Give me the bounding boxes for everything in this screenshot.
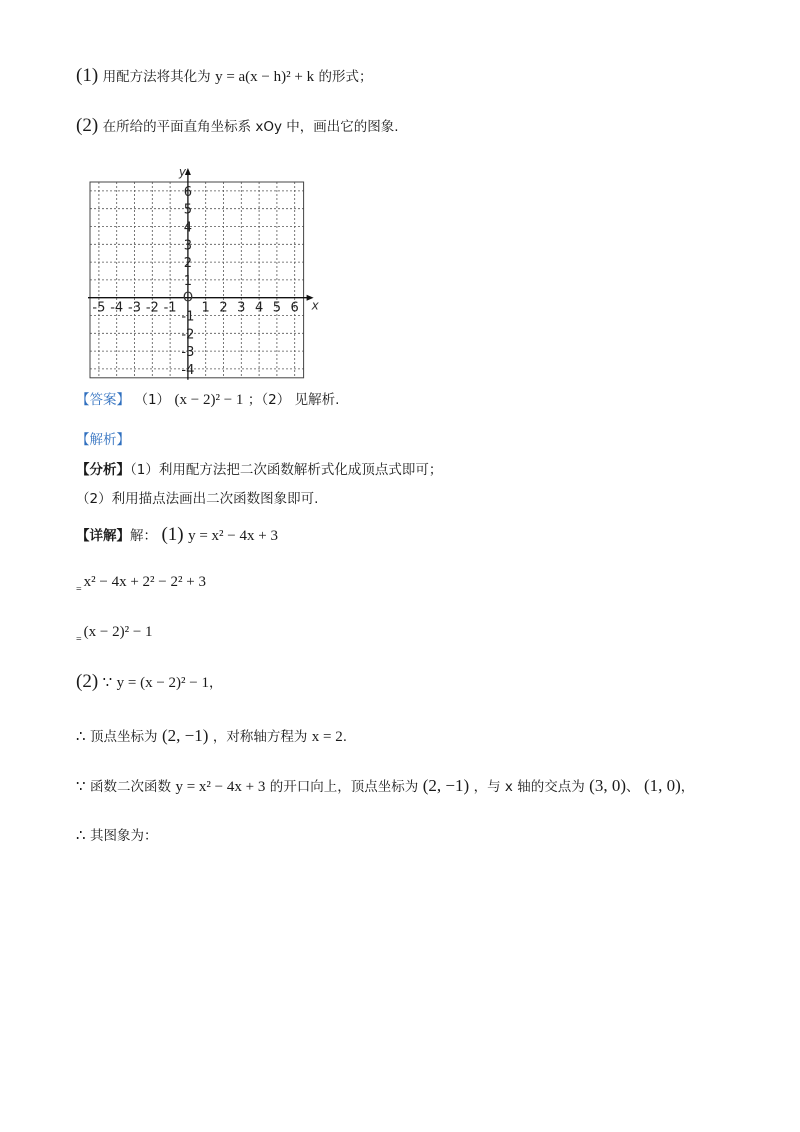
detail-step2-equation: x² − 4x + 2² − 2² + 3 xyxy=(83,574,206,590)
y-tick-label: 2 xyxy=(183,256,193,272)
part1-formula: y = a(x − h)² + k xyxy=(215,69,315,85)
detail-step2 xyxy=(76,572,206,600)
fenxi-line-2 xyxy=(76,489,318,509)
therefore-symbol: ∴ xyxy=(76,729,86,745)
function-line-comma: ， xyxy=(680,779,695,795)
detail-step1-number: (1) xyxy=(161,524,184,545)
analysis-label-line xyxy=(76,430,130,450)
x-tick-label: 4 xyxy=(254,300,264,316)
detail-step3 xyxy=(76,622,153,650)
grid-lines xyxy=(90,182,304,378)
y-tick-label: 4 xyxy=(183,220,193,236)
x-tick-label: 3 xyxy=(237,300,246,316)
answer-part1-prefix: （1） xyxy=(134,392,171,408)
detail-step3-equation: (x − 2)² − 1 xyxy=(83,624,153,640)
open-text: 的开口向上，顶点坐标为 xyxy=(269,779,419,795)
vertex-text: 顶点坐标为 xyxy=(90,729,158,745)
because-symbol: ∵ xyxy=(102,675,113,691)
part1-number: (1) xyxy=(76,65,99,86)
answer-label: 【答案】 xyxy=(76,392,130,408)
detail-part2-comma: ， xyxy=(208,675,223,691)
answer-line xyxy=(76,390,339,410)
vertex-value: (2, −1) xyxy=(161,726,209,745)
func-equation: y = x² − 4x + 3 xyxy=(175,779,266,795)
intersection-point-1: (3, 0) xyxy=(589,776,626,795)
detail-step3-equals: = xyxy=(76,634,82,645)
x-tick-label: 5 xyxy=(272,300,282,316)
dun-separator: 、 xyxy=(625,779,640,795)
vertex-value-2: (2, −1) xyxy=(422,776,470,795)
detail-step1 xyxy=(76,525,278,546)
detail-part2-equation: y = (x − 2)² − 1 xyxy=(116,675,209,691)
axes xyxy=(88,168,314,380)
x-tick-label: -5 xyxy=(92,300,106,316)
x-axis-label: x xyxy=(311,298,319,313)
func-text: 函数二次函数 xyxy=(90,779,171,795)
coordinate-grid xyxy=(82,158,319,378)
y-tick-label: -3 xyxy=(181,345,195,361)
detail-part2-number: (2) xyxy=(76,671,99,692)
graph-text: 其图象为： xyxy=(90,828,158,844)
detail-jie: 解： xyxy=(130,528,157,544)
y-tick-label: -1 xyxy=(181,309,195,325)
x-tick-label: -2 xyxy=(145,300,159,316)
problem-part2 xyxy=(76,116,399,137)
therefore-symbol-2: ∴ xyxy=(76,828,86,844)
fenxi-text-2: （2）利用描点法画出二次函数图象即可. xyxy=(76,491,319,507)
problem-part1 xyxy=(76,66,373,87)
y-tick-label: 5 xyxy=(183,202,193,218)
part2-number: (2) xyxy=(76,115,99,136)
y-tick-label: -2 xyxy=(181,327,195,343)
y-axis-label: y xyxy=(178,165,187,179)
y-tick-label: 3 xyxy=(183,238,193,254)
fenxi-line-1 xyxy=(76,460,442,480)
y-tick-label: 6 xyxy=(183,184,193,200)
intersect-text: ，与 x 轴的交点为 xyxy=(473,779,585,795)
answer-separator: ；（2） xyxy=(247,392,291,408)
y-tick-label: 1 xyxy=(183,273,193,289)
x-tick-label: 2 xyxy=(219,300,228,316)
x-tick-label: 6 xyxy=(290,300,299,316)
x-tick-label: -4 xyxy=(110,300,124,316)
detail-graph-line xyxy=(76,826,158,846)
detail-vertex-line xyxy=(76,726,347,747)
answer-part1-value: (x − 2)² − 1 xyxy=(174,392,244,408)
answer-part2-value: 见解析. xyxy=(294,392,340,408)
x-tick-label: 1 xyxy=(201,300,210,316)
axis-equation: x = 2 xyxy=(311,729,343,745)
fenxi-label: 【分析】 xyxy=(76,462,130,478)
detail-step1-equation: y = x² − 4x + 3 xyxy=(188,528,278,544)
vertex-line-period: . xyxy=(342,729,348,745)
part1-text-before: 用配方法将其化为 xyxy=(102,69,211,85)
axis-text: ，对称轴方程为 xyxy=(212,729,308,745)
x-tick-label: -1 xyxy=(163,300,177,316)
detail-function-line xyxy=(76,776,694,797)
part2-text: 在所给的平面直角坐标系 xOy 中，画出它的图象. xyxy=(102,119,399,135)
origin-label: O xyxy=(182,290,194,306)
x-tick-label: -3 xyxy=(128,300,141,316)
detail-step2-equals: = xyxy=(76,584,82,595)
intersection-point-2: (1, 0) xyxy=(643,776,681,795)
y-tick-label: -4 xyxy=(181,362,195,378)
fenxi-text-1: （1）利用配方法把二次函数解析式化成顶点式即可； xyxy=(130,462,443,478)
detail-part2 xyxy=(76,672,222,693)
detail-label: 【详解】 xyxy=(76,528,130,544)
analysis-label: 【解析】 xyxy=(76,432,130,448)
because-symbol-2: ∵ xyxy=(76,779,86,795)
part1-text-after: 的形式； xyxy=(318,69,373,85)
